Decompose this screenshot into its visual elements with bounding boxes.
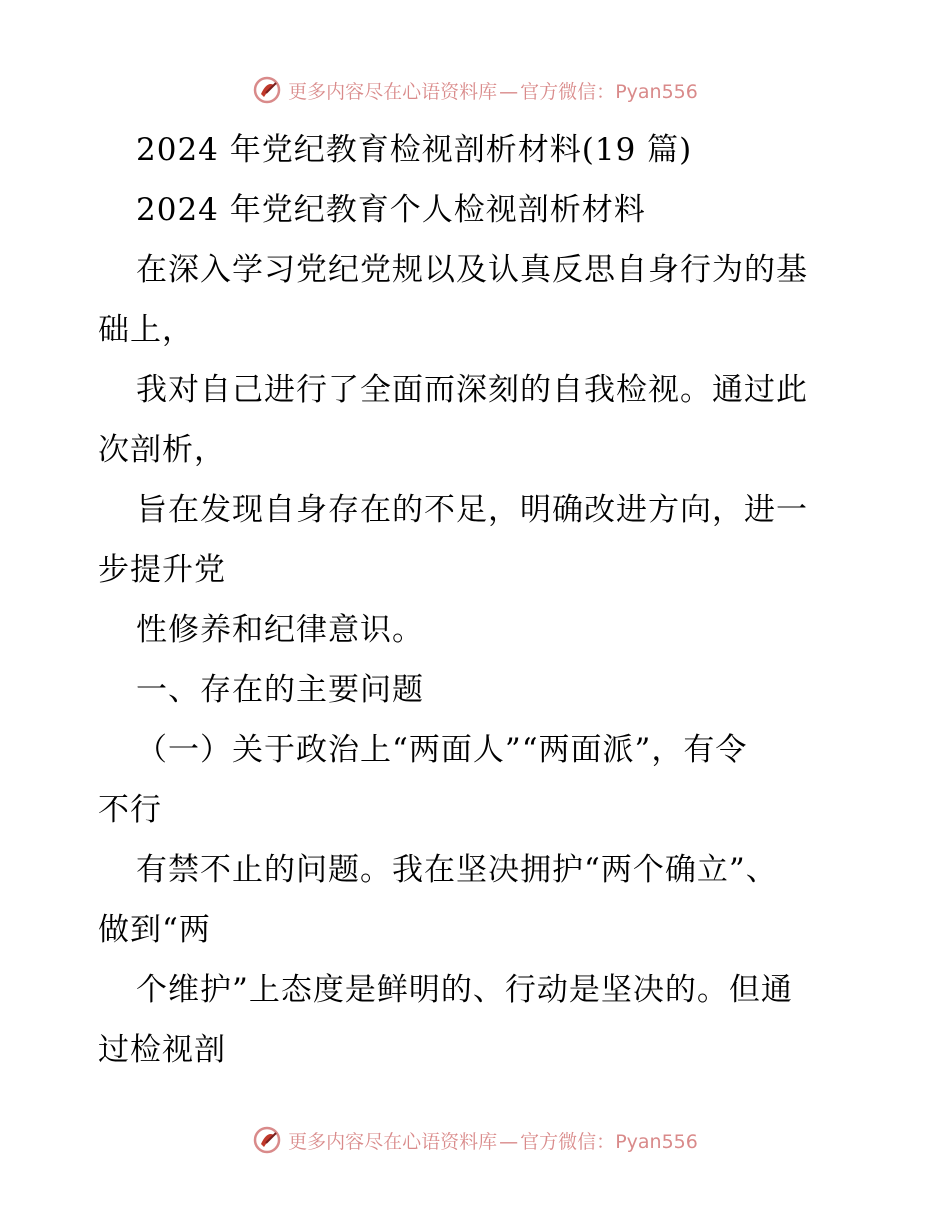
header-watermark [0,70,950,110]
text-line: 2024 年党纪教育检视剖析材料(19 篇) [136,132,693,168]
footer-watermark [0,1120,950,1160]
text-line: 础上， [98,312,194,348]
text-line: 不行 [98,792,162,828]
text-line: 过检视剖 [98,1032,226,1068]
text-line: 2024 年党纪教育个人检视剖析材料 [136,192,646,228]
text-line: 个维护”上态度是鲜明的、行动是坚决的。但通 [136,972,793,1008]
text-line: 次剖析， [98,432,226,468]
text-line: 旨在发现自身存在的不足，明确改进方向，进一 [136,492,808,528]
text-line: （一）关于政治上“两面人”“两面派”，有令 [136,732,748,768]
brand-logo-icon [252,1125,282,1155]
text-line: 一、存在的主要问题 [136,672,424,708]
text-line: 有禁不止的问题。我在坚决拥护“两个确立”、 [136,852,778,888]
document-body [98,120,858,1080]
brand-logo-icon [252,75,282,105]
text-line: 步提升党 [98,552,226,588]
text-line: 在深入学习党纪党规以及认真反思自身行为的基 [136,252,808,288]
text-line: 我对自己进行了全面而深刻的自我检视。通过此 [136,372,808,408]
watermark-text: 更多内容尽在心语资料库 — 官方微信：Pyan556 [288,80,698,103]
text-line: 做到“两 [98,912,211,948]
watermark-text: 更多内容尽在心语资料库 — 官方微信：Pyan556 [288,1130,698,1153]
text-line: 性修养和纪律意识。 [136,612,424,648]
